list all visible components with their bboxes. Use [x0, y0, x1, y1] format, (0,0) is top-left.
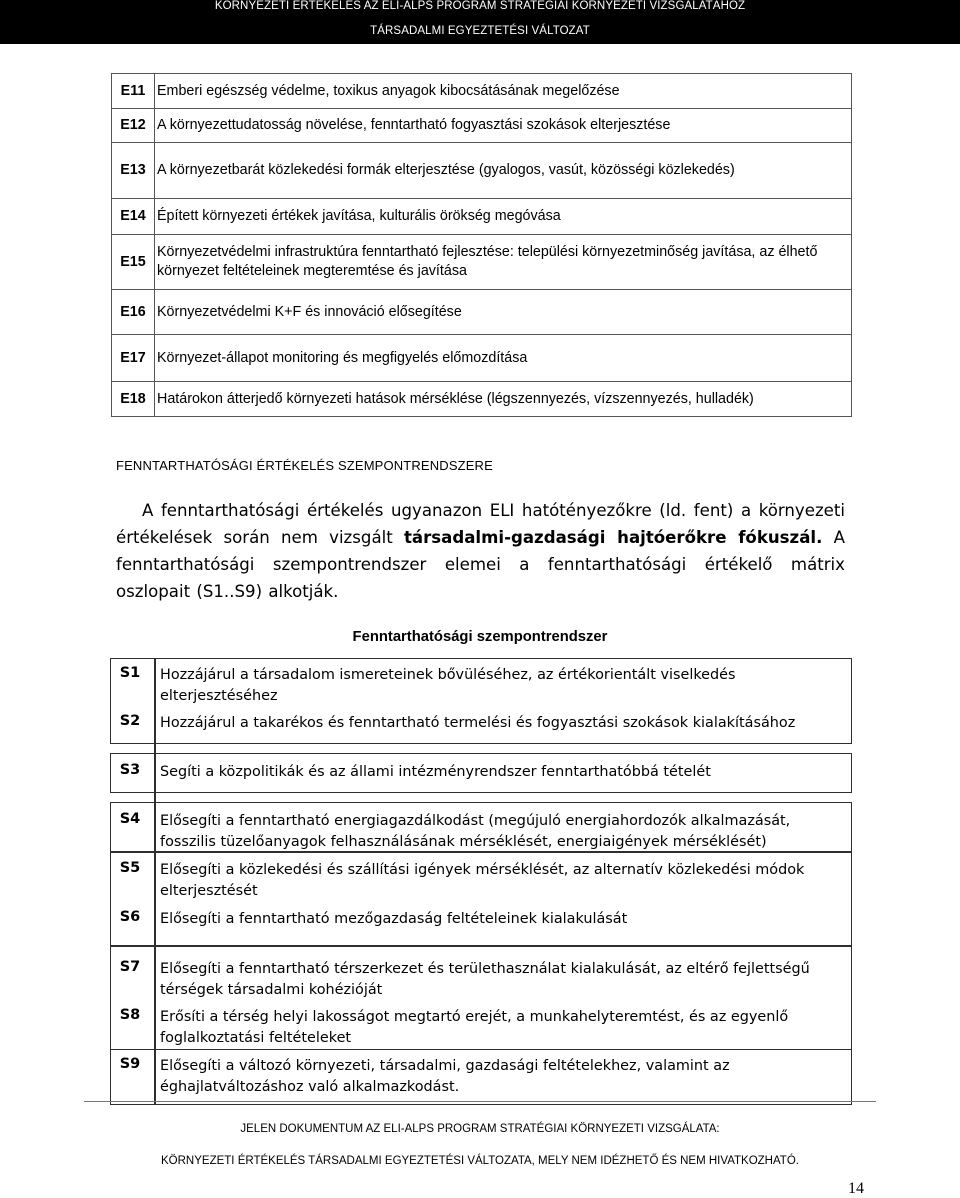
section-title: FENNTARTHATÓSÁGI ÉRTÉKELÉS SZEMPONTRENDSZERE: [116, 458, 493, 473]
table-row: [112, 109, 852, 143]
s-code: S4: [119, 811, 141, 827]
s-code: S5: [119, 860, 141, 876]
e-text: Környezetvédelmi infrastruktúra fenntartható fejlesztése: települési környezetminőség javítása, az élhető környezet feltételeinek megteremtése és javítása: [155, 235, 852, 290]
e-code: E18: [112, 382, 155, 417]
header-subtitle: TÁRSADALMI EGYEZTETÉSI VÁLTOZAT: [370, 25, 590, 37]
s-text: Elősegíti a fenntartható mezőgazdaság feltételeinek kialakulását: [160, 911, 628, 927]
e-code: E11: [112, 74, 155, 109]
paragraph-bold: társadalmi-gazdasági hajtóerőkre fókuszál.: [403, 528, 823, 547]
e-code: E17: [112, 335, 155, 382]
page-number: 14: [848, 1180, 864, 1197]
footer-line-2: KÖRNYEZETI ÉRTÉKELÉS TÁRSADALMI EGYEZTETÉSI VÁLTOZATA, MELY NEM IDÉZHETŐ ÉS NEM HIVATKOZHATÓ.: [161, 1155, 799, 1167]
document-header: [0, 0, 960, 44]
environmental-objectives-table: [111, 73, 852, 417]
s-text: Erősíti a térség helyi lakosságot megtartó erejét, a munkahelyteremtést, és az egyenlő foglalkoztatási feltételeket: [160, 1009, 789, 1046]
footer-divider: [84, 1101, 876, 1102]
s-text: Hozzájárul a takarékos és fenntartható termelési és fogyasztási szokások kialakításához: [160, 715, 796, 731]
s-code: S1: [119, 665, 141, 681]
e-text: Környezetvédelmi K+F és innováció elősegítése: [155, 290, 852, 335]
s-text: Elősegíti a közlekedési és szállítási igények mérséklését, az alternatív közlekedési módok elterjesztését: [160, 862, 805, 899]
e-text: Épített környezeti értékek javítása, kulturális örökség megóvása: [155, 199, 852, 235]
divider: [154, 658, 156, 1105]
s-table-title: Fenntarthatósági szempontrendszer: [352, 629, 608, 645]
divider: [110, 945, 852, 947]
sustainability-criteria-table: [110, 658, 852, 1105]
paragraph-text-2: A fenntarthatósági szempontrendszer elemei a fenntarthatósági értékelő mátrix oszlopait (S1..S9) alkotják.: [116, 528, 845, 601]
table-row: [112, 290, 852, 335]
e-text: Emberi egészség védelme, toxikus anyagok kibocsátásának megelőzése: [155, 74, 852, 109]
e-code: E12: [112, 109, 155, 143]
e-text: Határokon átterjedő környezeti hatások mérséklése (légszennyezés, vízszennyezés, hulladék): [155, 382, 852, 417]
e-code: E16: [112, 290, 155, 335]
paragraph-text-1: A fenntarthatósági értékelés ugyanazon ELI hatótényezőkre (ld. fent) a környezeti értékelések során nem vizsgált: [116, 501, 845, 547]
e-text: A környezetbarát közlekedési formák elterjesztése (gyalogos, vasút, közösségi közlekedés): [155, 143, 852, 199]
e-code: E15: [112, 235, 155, 290]
table-row: [112, 235, 852, 290]
s-code: S8: [119, 1007, 141, 1023]
s-text: Elősegíti a változó környezeti, társadalmi, gazdasági feltételekhez, valamint az éghajlatváltozáshoz való alkalmazkodást.: [160, 1058, 730, 1095]
s-code: S6: [119, 909, 141, 925]
s-text: Segíti a közpolitikák és az állami intézményrendszer fenntarthatóbbá tételét: [160, 764, 711, 780]
footer-line-1: JELEN DOKUMENTUM AZ ELI-ALPS PROGRAM STRATÉGIAI KÖRNYEZETI VIZSGÁLATA:: [240, 1123, 720, 1135]
table-row: [112, 143, 852, 199]
s-code: S3: [119, 762, 141, 778]
s-text: Hozzájárul a társadalom ismereteinek bővüléséhez, az értékorientált viselkedés elterjesztéséhez: [160, 667, 736, 704]
table-row: [112, 335, 852, 382]
table-row: [112, 74, 852, 109]
e-text: Környezet-állapot monitoring és megfigyelés előmozdítása: [155, 335, 852, 382]
s-text: Elősegíti a fenntartható energiagazdálkodást (megújuló energiahordozók alkalmazását, fosszilis tüzelőanyagok felhasználásának mérséklését, energiaigények mérséklését): [160, 813, 791, 850]
table-row: [112, 382, 852, 417]
s-code: S7: [119, 959, 141, 975]
s-text: Elősegíti a fenntartható térszerkezet és területhasználat kialakulását, az eltérő fejlettségű térségek társadalmi kohézióját: [160, 961, 810, 998]
e-text: A környezettudatosság növelése, fenntartható fogyasztási szokások elterjesztése: [155, 109, 852, 143]
e-code: E14: [112, 199, 155, 235]
s-code: S2: [119, 713, 141, 729]
header-title: KÖRNYEZETI ÉRTÉKELÉS AZ ELI-ALPS PROGRAM STRATÉGIAI KÖRNYEZETI VIZSGÁLATÁHOZ: [214, 0, 746, 12]
s-code: S9: [119, 1056, 141, 1072]
table-row: [112, 199, 852, 235]
e-code: E13: [112, 143, 155, 199]
body-paragraph: [116, 497, 845, 605]
